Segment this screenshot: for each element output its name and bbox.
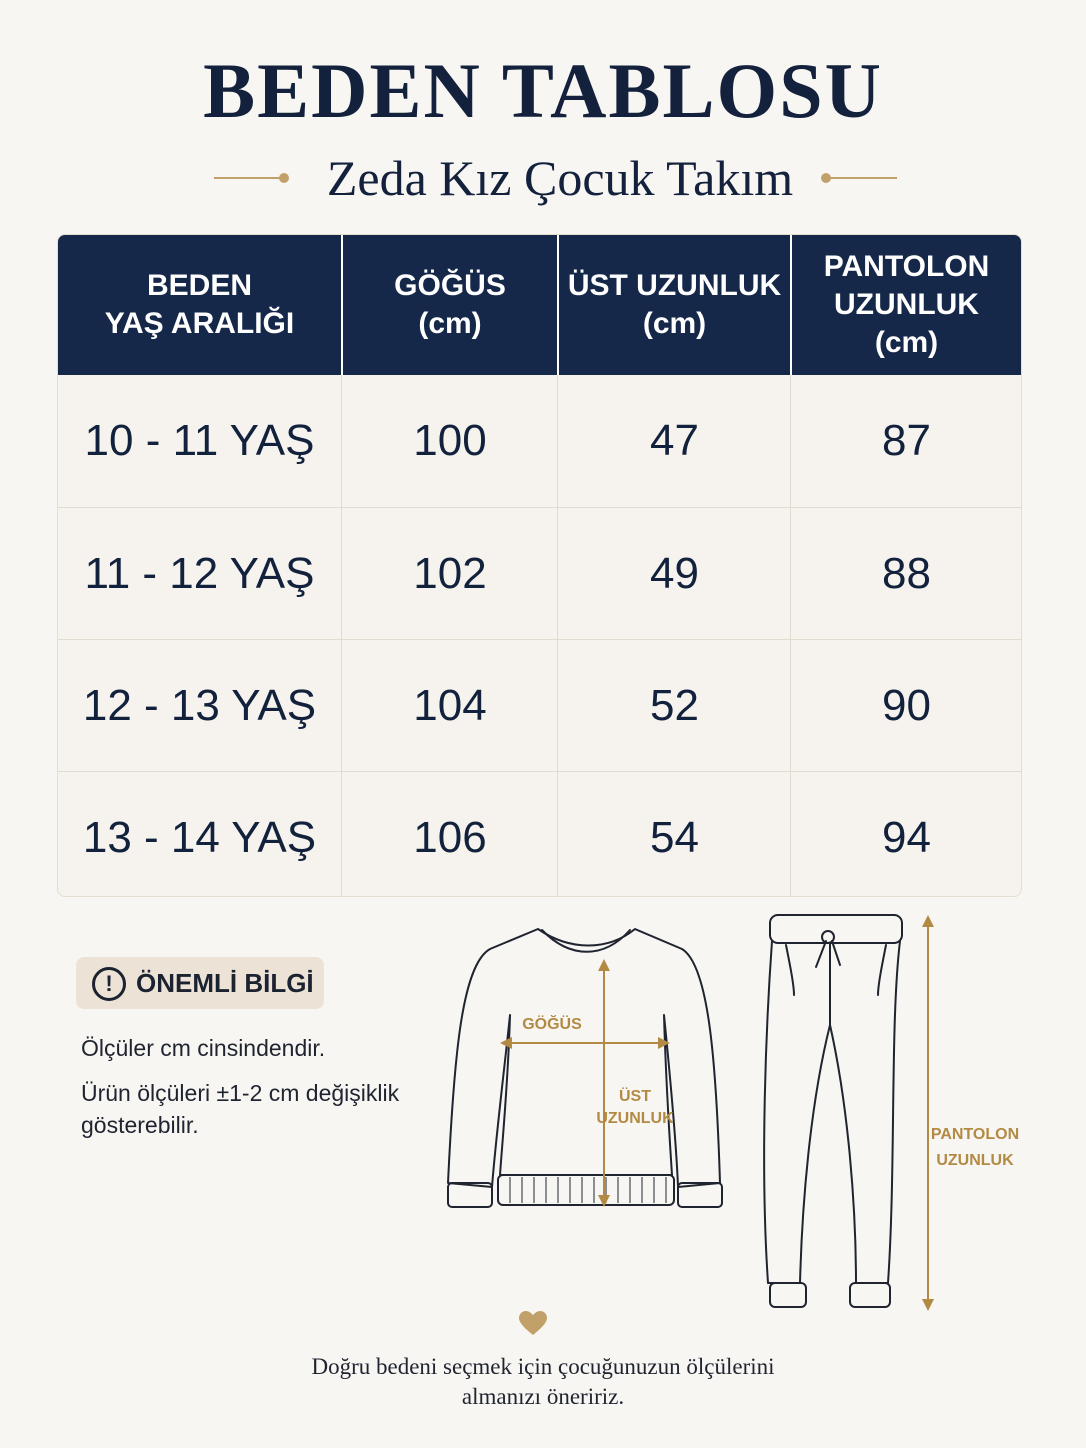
subtitle-row xyxy=(0,148,1086,208)
top-length-label: UZUNLUK xyxy=(596,1110,674,1127)
cell-pants-length: 94 xyxy=(882,812,931,862)
sweatshirt-rib-lines xyxy=(510,1177,666,1203)
page-title: BEDEN TABLOSU xyxy=(203,47,883,134)
pants-illustration xyxy=(764,915,902,1307)
cell-top-length: 52 xyxy=(650,680,699,730)
decorative-line-right xyxy=(829,177,897,179)
cell-age: 11 - 12 YAŞ xyxy=(84,548,315,598)
header-pants-length: PANTOLON UZUNLUK (cm) xyxy=(823,250,990,359)
table-row xyxy=(58,507,1021,639)
cell-pants-length: 88 xyxy=(882,548,931,598)
cell-chest: 106 xyxy=(413,812,487,862)
decorative-dot-left xyxy=(279,173,289,183)
cell-age: 12 - 13 YAŞ xyxy=(82,680,317,730)
sweatshirt-illustration xyxy=(448,929,722,1207)
header-top-length: ÜST UZUNLUK (cm) xyxy=(567,269,782,340)
footer-note: Doğru bedeni seçmek için çocuğunuzun ölçülerini almanızı öneririz. xyxy=(311,1354,775,1409)
chest-arrow xyxy=(500,1037,670,1049)
cell-age: 13 - 14 YAŞ xyxy=(82,812,317,862)
pants-length-label: PANTOLON xyxy=(930,1126,1020,1143)
pants-length-arrow xyxy=(922,915,934,1311)
table-row xyxy=(58,375,1021,506)
pants-length-label: UZUNLUK xyxy=(936,1152,1014,1169)
garment-measurement-diagram xyxy=(430,905,1030,1315)
cell-top-length: 49 xyxy=(650,548,699,598)
chest-label: GÖĞÜS xyxy=(522,1016,582,1033)
important-info-badge xyxy=(76,957,324,1009)
header-chest: GÖĞÜS (cm) xyxy=(394,269,506,340)
cell-top-length: 54 xyxy=(650,812,699,862)
table-row xyxy=(58,639,1021,771)
info-note: Ölçüler cm cinsindendir. xyxy=(81,1035,326,1061)
exclamation-circle-icon: ! xyxy=(92,967,126,1001)
cell-top-length: 47 xyxy=(650,415,699,465)
heart-icon xyxy=(519,1311,547,1337)
cell-chest: 102 xyxy=(413,548,487,598)
cell-pants-length: 90 xyxy=(882,680,931,730)
size-table xyxy=(57,234,1022,897)
top-length-arrow xyxy=(598,959,610,1207)
decorative-line-left xyxy=(214,177,282,179)
subtitle: Zeda Kız Çocuk Takım xyxy=(326,150,794,206)
table-header xyxy=(58,235,1021,375)
info-note: Ürün ölçüleri ±1-2 cm değişiklik gösterebilir. xyxy=(81,1080,400,1138)
table-row xyxy=(58,771,1021,897)
cell-pants-length: 87 xyxy=(882,415,931,465)
cell-chest: 100 xyxy=(413,415,487,465)
cell-chest: 104 xyxy=(413,680,487,730)
header-size-age: BEDEN YAŞ ARALIĞI xyxy=(104,269,295,340)
important-info-label: ÖNEMLİ BİLGİ xyxy=(136,968,314,998)
top-length-label: ÜST xyxy=(619,1088,651,1105)
cell-age: 10 - 11 YAŞ xyxy=(84,415,315,465)
